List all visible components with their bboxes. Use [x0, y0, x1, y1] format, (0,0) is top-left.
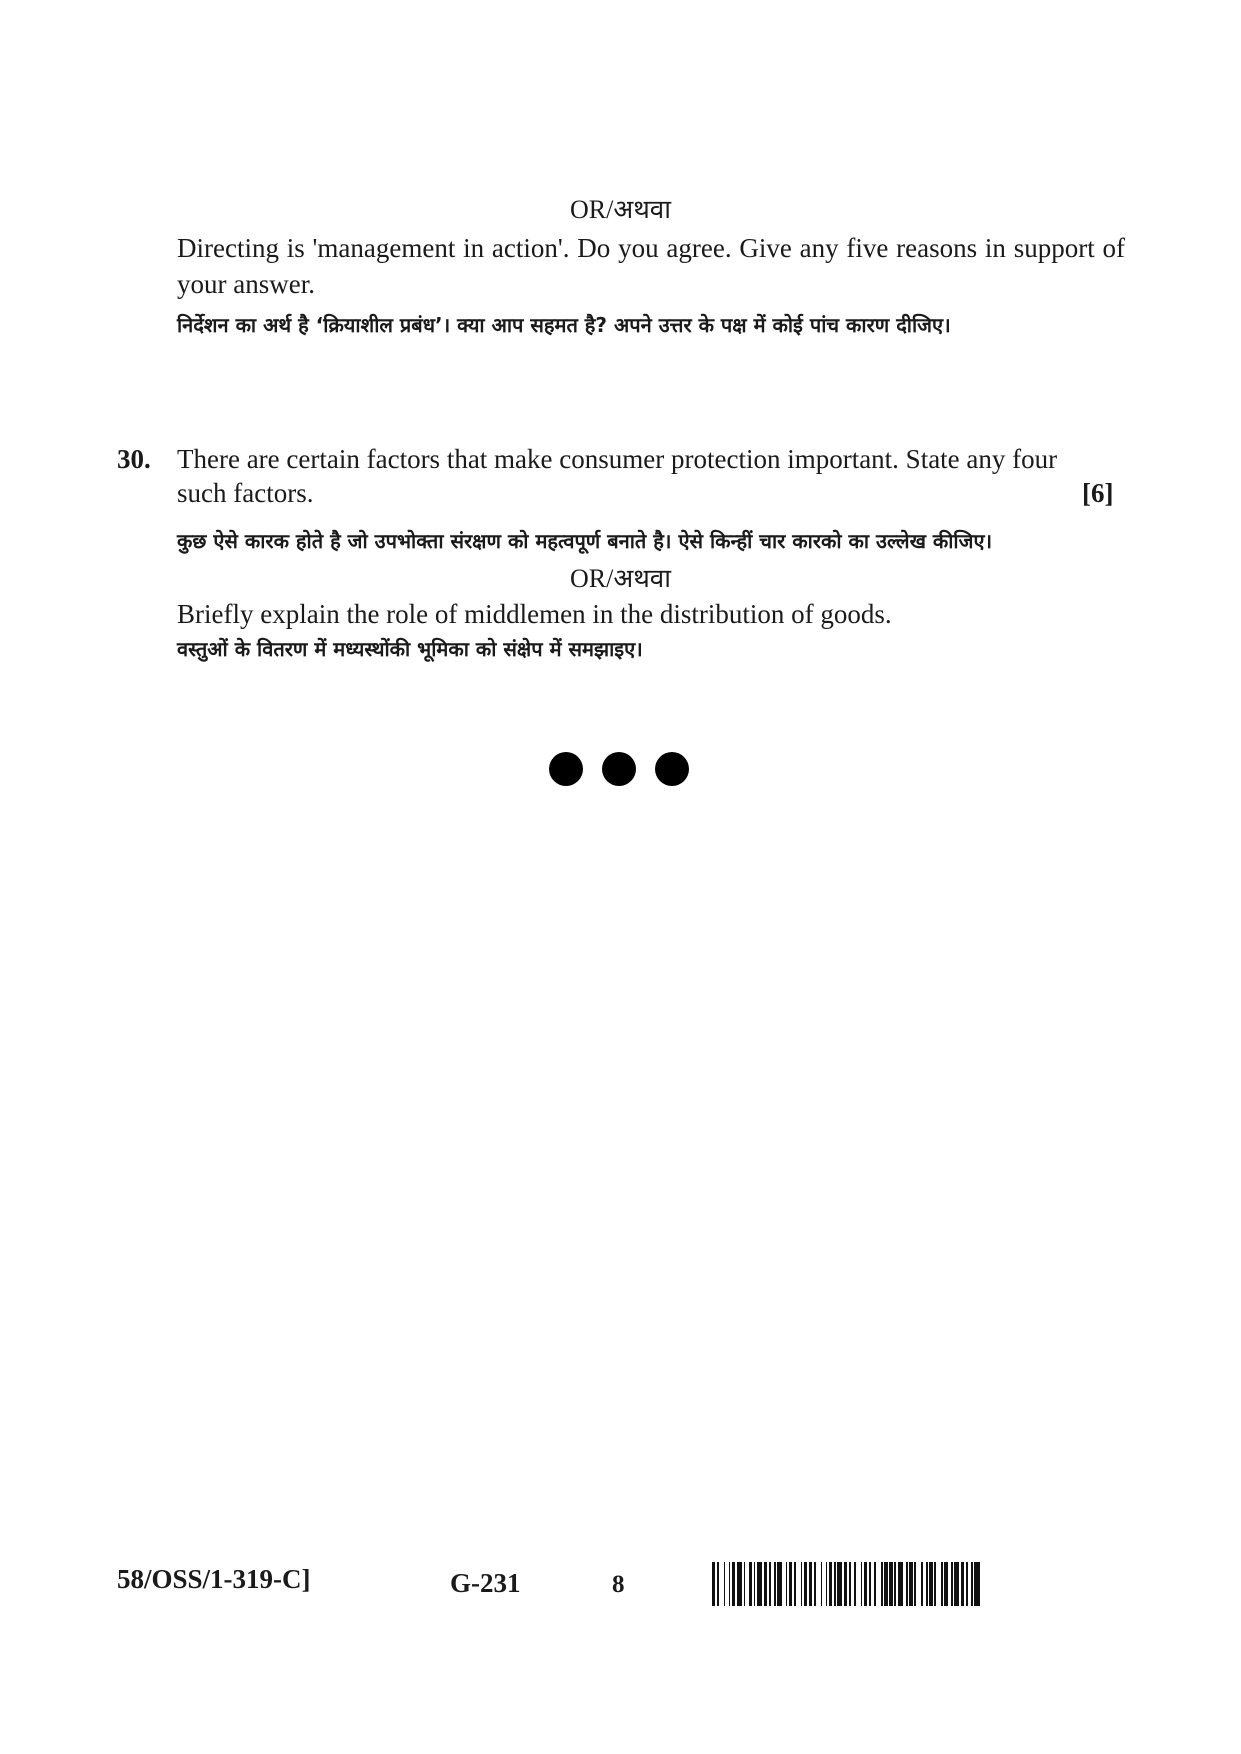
paper-code: 58/OSS/1-319-C]	[117, 1564, 311, 1594]
or-separator-q29: OR/अथवा	[569, 195, 671, 224]
dot-icon	[602, 752, 636, 786]
q30-alt-english: Briefly explain the role of middlemen in the distribution of goods.	[177, 599, 892, 629]
q29-alt-hindi: निर्देशन का अर्थ है ‘क्रियाशील प्रबंध’। क्या आप सहमत है? अपने उत्तर के पक्ष में कोई पांच कारण दीजिए।	[177, 313, 951, 337]
or-separator-q30: OR/अथवा	[569, 564, 671, 593]
q30-marks: [6]	[1082, 478, 1114, 508]
q29-alt-english: Directing is 'management in action'. Do you agree. Give any five reasons in support of your answer.	[177, 233, 1125, 299]
question-number-30: 30.	[117, 444, 151, 474]
q30-english-line1: There are certain factors that make consumer protection important. State any four	[177, 444, 1058, 474]
q30-hindi: कुछ ऐसे कारक होते है जो उपभोक्ता संरक्षण को महत्वपूर्ण बनाते है। ऐसे किन्हीं चार कारको का उल्लेख कीजिए।	[177, 529, 993, 553]
q30-english-line2: such factors.	[177, 478, 314, 508]
dot-icon	[549, 752, 583, 786]
page-number: 8	[612, 1571, 625, 1598]
q30-alt-hindi: वस्तुओं के वितरण में मध्यस्थोंकी भूमिका को संक्षेप में समझाइए।	[177, 637, 643, 661]
barcode-icon	[712, 1562, 980, 1606]
series-code: G-231	[450, 1568, 521, 1598]
dot-icon	[655, 752, 689, 786]
